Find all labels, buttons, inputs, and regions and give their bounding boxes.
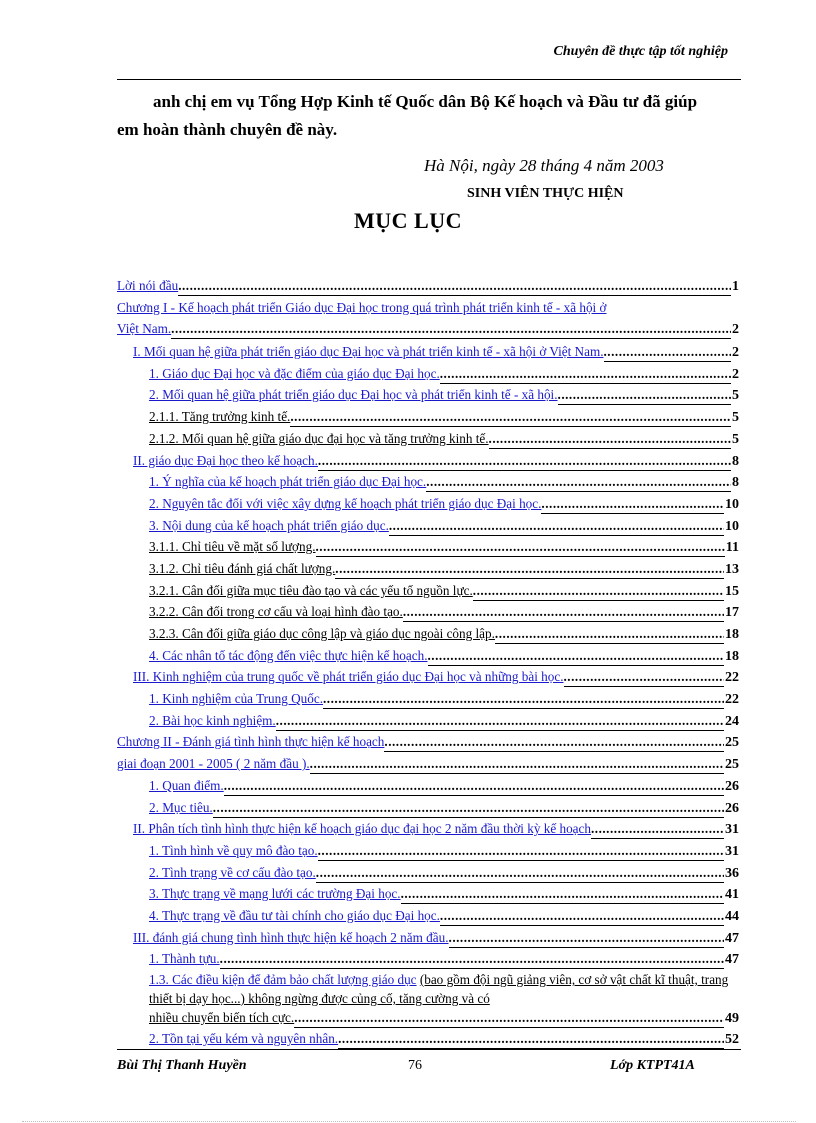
intro-line-1: anh chị em vụ Tổng Hợp Kinh tế Quốc dân Bộ Kế hoạch và Đầu tư đã giúp <box>153 92 698 111</box>
intro-line-2: em hoàn thành chuyên đề này. <box>117 120 338 139</box>
toc-entry-page: 26 <box>725 800 739 816</box>
toc-entry-text[interactable]: Chương II - Đánh giá tình hình thực hiện kế hoạch <box>117 734 385 750</box>
toc-entry[interactable] <box>117 406 739 428</box>
toc-entry-page: 25 <box>725 757 739 773</box>
toc-entry-text[interactable]: 2. Tình trạng về cơ cấu đào tạo. <box>149 864 316 880</box>
toc-entry-text-cont[interactable]: nhiều chuyển biến tích cực. <box>149 1010 295 1026</box>
toc-entry-page: 2 <box>732 366 739 382</box>
toc-entry-page: 15 <box>725 583 739 599</box>
toc-entry-page: 22 <box>725 692 739 708</box>
toc-entry[interactable] <box>117 471 739 493</box>
toc-entry[interactable] <box>117 601 739 623</box>
toc-entry-page: 2 <box>732 322 739 338</box>
toc-entry-page: 5 <box>732 431 739 447</box>
toc-entry-page: 22 <box>725 670 739 686</box>
toc-entry-text[interactable]: 1. Tình hình về quy mô đào tạo. <box>149 842 318 858</box>
toc-entry-page: 18 <box>725 648 739 664</box>
toc-entry[interactable] <box>117 623 739 645</box>
toc-entry-text[interactable]: 2. Tồn tại yếu kém và nguyên nhân. <box>149 1031 339 1047</box>
toc-entry[interactable] <box>117 493 739 515</box>
toc-entry[interactable] <box>117 666 739 688</box>
toc-entry[interactable] <box>117 645 739 667</box>
toc-entry-page: 49 <box>725 1011 739 1027</box>
footer-class: Lớp KTPT41A <box>610 1058 695 1073</box>
toc-entry[interactable] <box>117 341 739 363</box>
toc-entry-text[interactable]: 2. Nguyên tắc đối với việc xây dựng kế hoạch phát triển giáo dục Đại học. <box>149 495 542 511</box>
toc-entry[interactable] <box>117 363 739 385</box>
toc-entry-page: 17 <box>725 605 739 621</box>
toc-entry-page: 24 <box>725 713 739 729</box>
toc-entry-text[interactable]: 1. Quan điểm. <box>149 777 224 793</box>
toc-entry-text[interactable]: II. Phân tích tình hình thực hiện kế hoạch giáo dục đại học 2 năm đầu thời kỳ kế hoạch <box>133 821 591 837</box>
toc-entry-text[interactable]: 1.3. Các điều kiện để đảm bảo chất lượng giáo dục <box>149 972 417 988</box>
footer-page-number: 76 <box>408 1058 422 1073</box>
toc-entry-text[interactable]: 2. Bài học kinh nghiệm. <box>149 712 276 728</box>
toc-entry-text[interactable]: 4. Các nhân tố tác động đến việc thực hiện kế hoạch. <box>149 647 428 663</box>
toc-entry-text[interactable]: 2.1.1. Tăng trưởng kinh tế. <box>149 409 291 425</box>
toc-entry[interactable] <box>117 818 739 840</box>
toc-entry[interactable] <box>117 970 739 1028</box>
toc-entry[interactable] <box>117 536 739 558</box>
toc-entry-page: 18 <box>725 627 739 643</box>
toc-entry-text[interactable]: 3.2.3. Cân đối giữa giáo dục công lập và giáo dục ngoài công lập. <box>149 626 495 642</box>
toc-entry-page: 26 <box>725 778 739 794</box>
signature-signer: SINH VIÊN THỰC HIỆN <box>467 186 624 201</box>
header-divider <box>117 79 741 80</box>
toc-entry-text[interactable]: 3.2.2. Cân đối trong cơ cấu và loại hình đào tạo. <box>149 604 403 620</box>
intro-paragraph <box>117 88 741 144</box>
toc-entry-text[interactable]: giai đoạn 2001 - 2005 ( 2 năm đầu ). <box>117 756 310 772</box>
toc-entry-page: 31 <box>725 843 739 859</box>
toc-title: MỤC LỤC <box>354 208 462 233</box>
toc-entry-page: 1 <box>732 279 739 294</box>
header-title: Chuyên đề thực tập tốt nghiệp <box>553 44 728 59</box>
toc-entry-text[interactable]: 3.1.2. Chỉ tiêu đánh giá chất lượng. <box>149 560 336 576</box>
toc-entry-page: 5 <box>732 410 739 426</box>
footer-author: Bùi Thị Thanh Huyền <box>117 1058 247 1073</box>
toc-entry[interactable] <box>117 905 739 927</box>
toc-entry[interactable] <box>117 297 739 341</box>
toc-entry-text[interactable]: Chương I - Kế hoạch phát triển Giáo dục Đại học trong quá trình phát triển kinh tế - xã hội ở <box>117 299 607 315</box>
toc-entry-text[interactable]: 1. Thành tựu. <box>149 951 220 967</box>
toc-entry-page: 11 <box>725 540 739 556</box>
toc-entry[interactable] <box>117 515 739 537</box>
toc-entry[interactable] <box>117 753 739 775</box>
toc-entry-page: 10 <box>725 496 739 512</box>
toc-entry[interactable] <box>117 1028 739 1050</box>
toc-entry[interactable] <box>117 731 739 753</box>
toc-entry-text[interactable]: 3.1.1. Chỉ tiêu về mặt số lượng. <box>149 539 316 555</box>
toc-entry-text[interactable]: 3. Thực trạng về mạng lưới các trường Đại học. <box>149 886 401 902</box>
toc-entry-page: 47 <box>725 930 739 946</box>
toc-entry-page: 31 <box>725 822 739 838</box>
toc-entry[interactable] <box>117 775 739 797</box>
toc-entry[interactable] <box>117 428 739 450</box>
toc-entry-text[interactable]: 1. Ý nghĩa của kế hoạch phát triển giáo dục Đại học. <box>149 474 427 490</box>
toc-entry-text-cont[interactable]: Việt Nam. <box>117 321 172 337</box>
toc-entry-page: 41 <box>725 887 739 903</box>
toc-entry-page: 8 <box>732 475 739 491</box>
toc-entry[interactable] <box>117 688 739 710</box>
toc-entry-text-extra[interactable]: (bao gồm đội ngũ giảng viên, cơ sở vật chất kĩ thuật, trang thiết bị dạy học...) không ngừng được củng cố, tăng cường và có <box>149 972 729 1007</box>
toc-entry-page: 52 <box>725 1032 739 1048</box>
toc-entry[interactable] <box>117 862 739 884</box>
toc-entry-text[interactable]: 2.1.2. Mối quan hệ giữa giáo dục đại học và tăng trưởng kinh tế. <box>149 430 489 446</box>
toc-entry-text[interactable]: III. đánh giá chung tình hình thực hiện kế hoạch 2 năm đầu. <box>133 929 449 945</box>
toc-entry[interactable] <box>117 883 739 905</box>
toc-entry[interactable] <box>117 840 739 862</box>
toc-entry[interactable] <box>117 580 739 602</box>
toc-entry-text[interactable]: II. giáo dục Đại học theo kế hoạch. <box>133 452 318 468</box>
toc-entry-text[interactable]: 3.2.1. Cân đối giữa mục tiêu đào tạo và các yếu tố nguồn lực. <box>149 582 473 598</box>
toc-entry-page: 25 <box>725 735 739 751</box>
table-of-contents <box>117 275 739 1050</box>
toc-entry-page: 2 <box>732 345 739 361</box>
toc-entry-text[interactable]: 4. Thực trạng về đầu tư tài chính cho giáo dục Đại học. <box>149 907 440 923</box>
toc-entry-text[interactable]: 1. Kinh nghiệm của Trung Quốc. <box>149 691 323 707</box>
toc-entry-text[interactable]: 2. Mối quan hệ giữa phát triển giáo dục Đại học và phát triển kinh tế - xã hội. <box>149 387 558 403</box>
toc-entry[interactable] <box>117 927 739 949</box>
toc-entry-page: 44 <box>725 908 739 924</box>
toc-entry-page: 13 <box>725 561 739 577</box>
toc-entry[interactable] <box>117 275 739 297</box>
toc-entry-text[interactable]: III. Kinh nghiệm của trung quốc về phát triển giáo dục Đại học và những bài học. <box>133 669 564 685</box>
toc-entry[interactable] <box>117 384 739 406</box>
toc-entry-page: 36 <box>725 865 739 881</box>
toc-entry-text[interactable]: 2. Mục tiêu. <box>149 799 213 815</box>
toc-entry-text[interactable]: I. Mối quan hệ giữa phát triển giáo dục Đại học và phát triển kinh tế - xã hội ở Việt Nam. <box>133 344 604 360</box>
toc-entry-page: 10 <box>725 518 739 534</box>
toc-entry[interactable] <box>117 558 739 580</box>
toc-entry-page: 5 <box>732 388 739 404</box>
toc-entry-page: 8 <box>732 453 739 469</box>
signature-date: Hà Nội, ngày 28 tháng 4 năm 2003 <box>424 156 664 175</box>
toc-entry-text[interactable]: 1. Giáo dục Đại học và đặc điểm của giáo dục Đại học. <box>149 365 440 381</box>
toc-entry-text[interactable]: 3. Nội dung của kế hoạch phát triển giáo dục. <box>149 517 389 533</box>
toc-entry[interactable] <box>117 948 739 970</box>
toc-entry[interactable] <box>117 797 739 819</box>
footer-divider <box>117 1049 741 1050</box>
toc-entry-text[interactable]: Lời nói đầu <box>117 278 179 293</box>
toc-entry[interactable] <box>117 710 739 732</box>
toc-entry[interactable] <box>117 450 739 472</box>
toc-entry-page: 47 <box>725 952 739 968</box>
